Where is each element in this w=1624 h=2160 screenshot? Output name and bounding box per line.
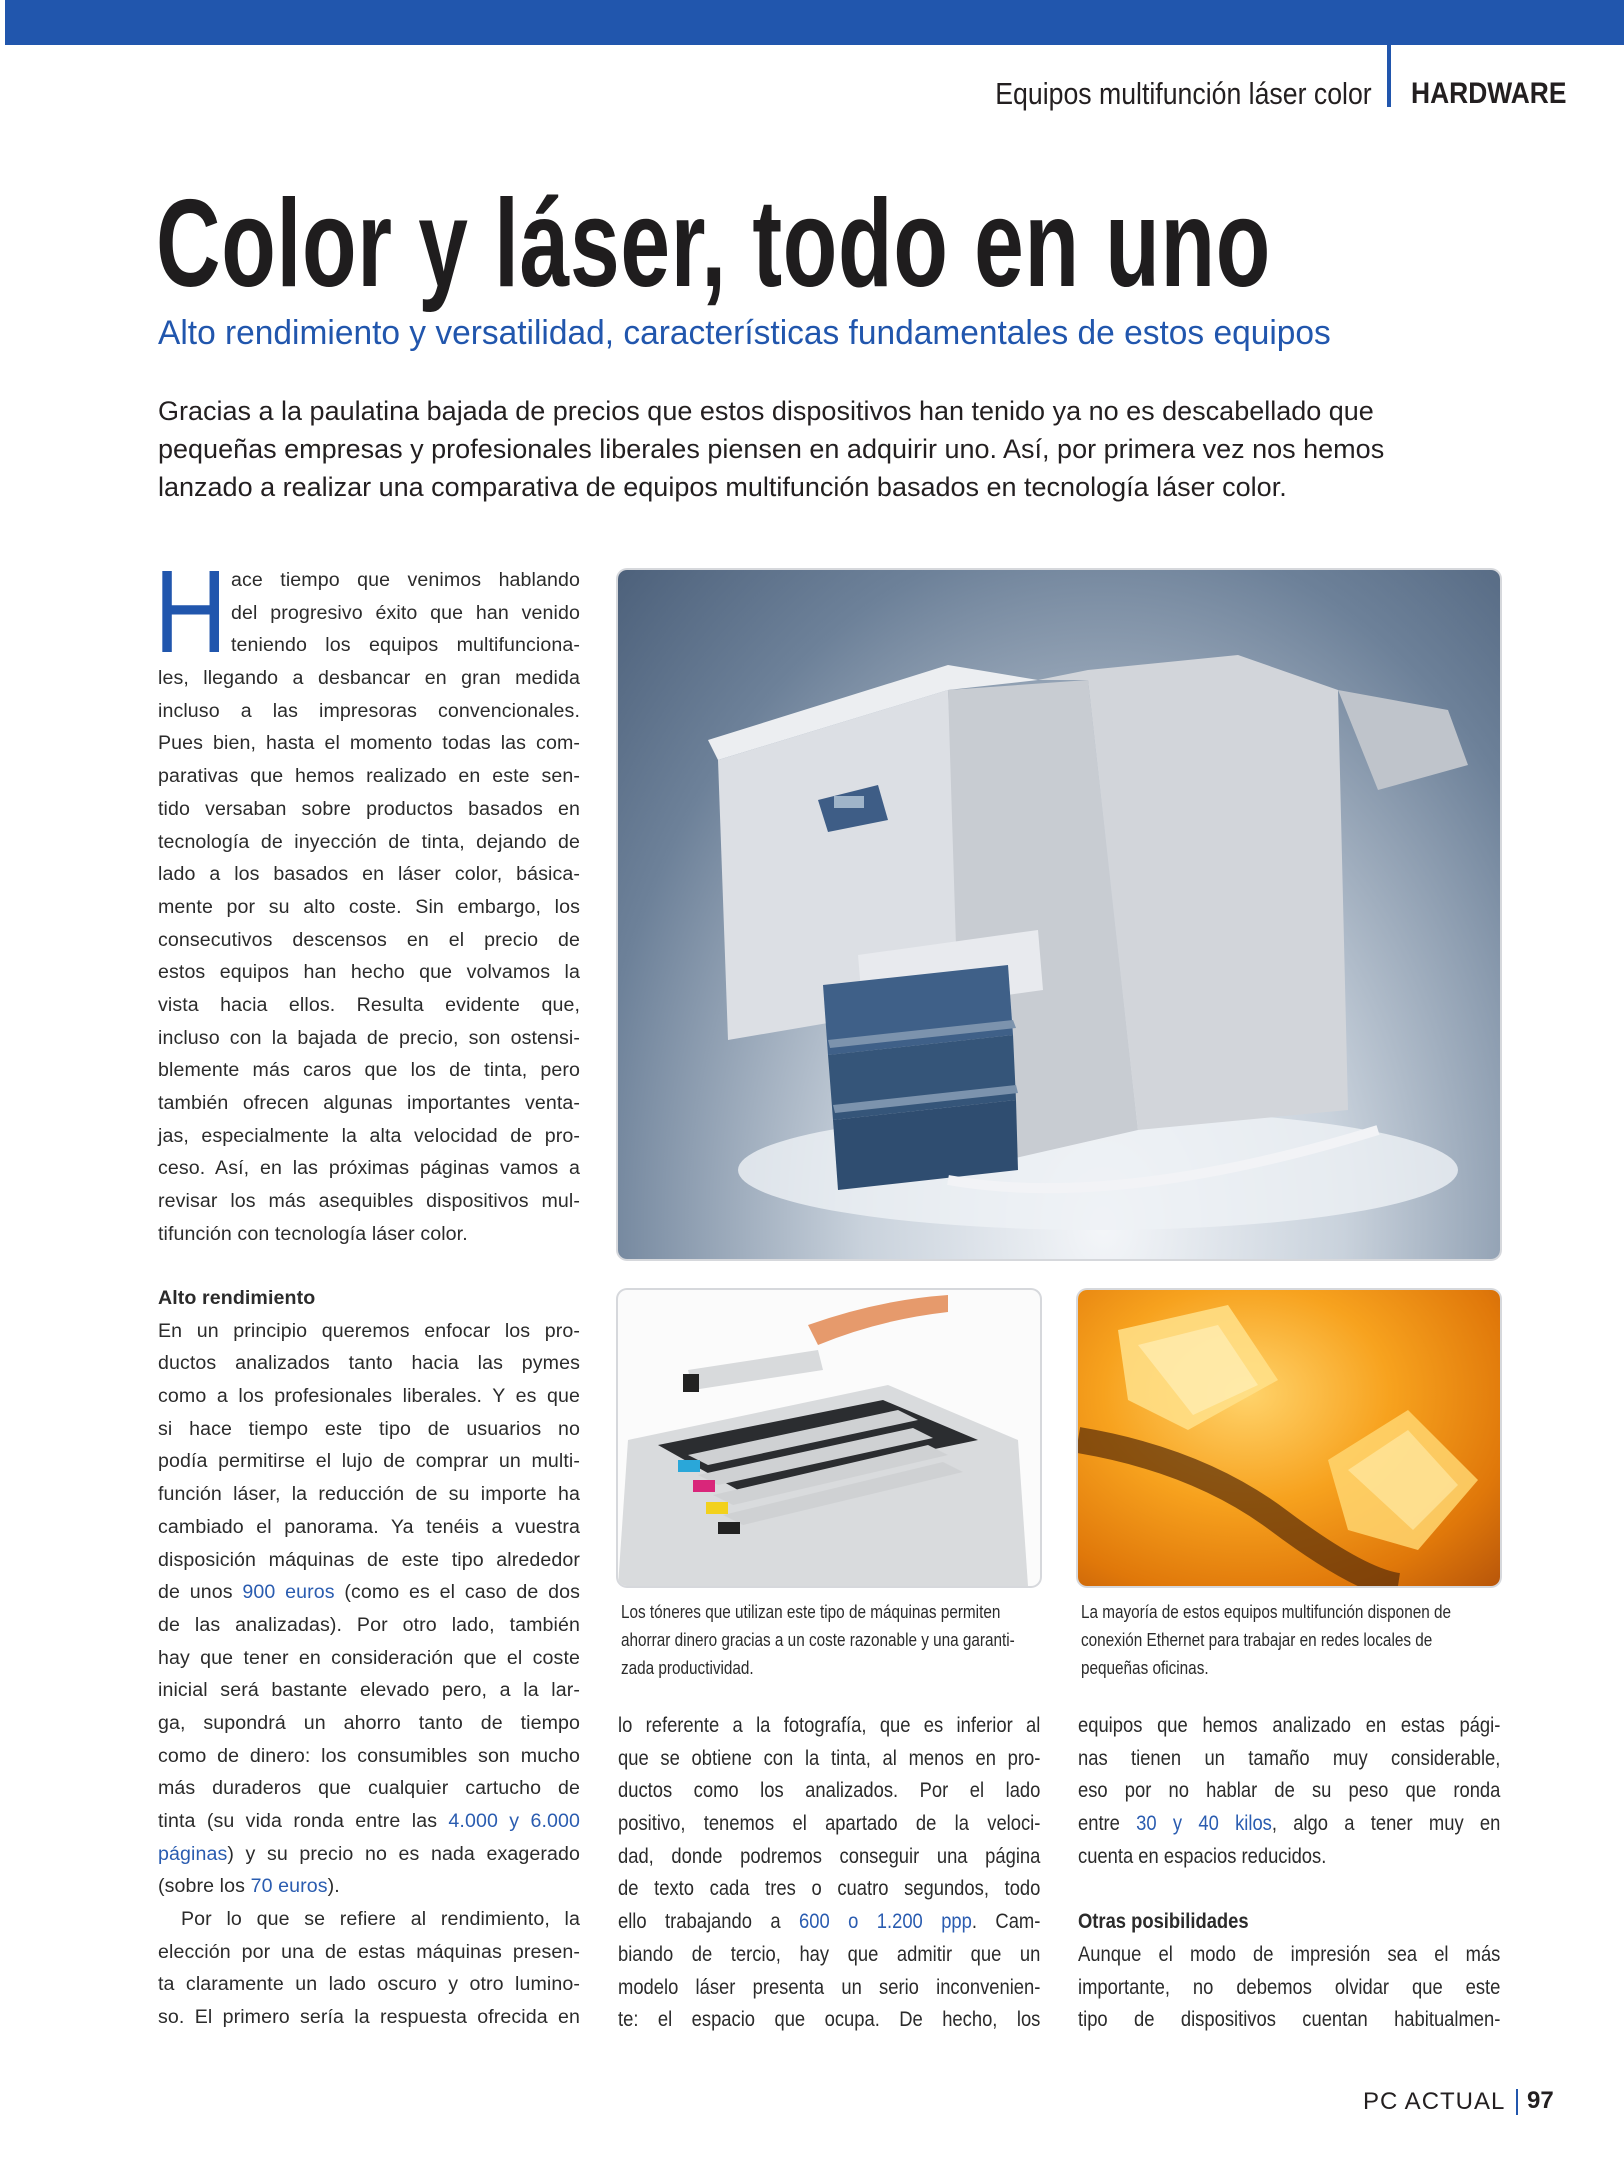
text-line: [158, 1315, 580, 1348]
intro-line: lanzado a realizar una comparativa de equipos multifunción basados en tecnología láser color.: [158, 472, 1287, 502]
highlighted-figure: 4.000 y 6.000: [448, 1810, 580, 1832]
text-segment: cambiado el panorama. Ya tenéis a vuestra: [158, 1515, 580, 1538]
body-column-1-bottom: [158, 1282, 580, 2034]
text-line: [618, 1840, 1040, 1873]
caption-line: La mayoría de estos equipos multifunción disponen de: [1081, 1602, 1451, 1622]
text-line: [618, 1807, 1040, 1840]
text-segment: eso por no hablar de su peso que ronda: [1078, 1778, 1501, 1803]
text-segment: positivo, tenemos el apartado de la veloci-: [618, 1811, 1041, 1836]
text-line: [158, 597, 580, 630]
text-segment: lado a los basados en láser color, básica-: [158, 863, 580, 886]
text-segment: jas, especialmente la alta velocidad de pro-: [158, 1124, 580, 1147]
highlighted-figure: 600 o 1.200 ppp: [799, 1909, 972, 1934]
text-line: [1078, 1840, 1500, 1873]
text-line: [158, 564, 580, 597]
highlighted-figure: páginas: [158, 1842, 228, 1865]
text-segment: ga, supondrá un ahorro tanto de tiempo: [158, 1711, 580, 1734]
text-segment: biando de tercio, hay que admitir que un: [618, 1941, 1041, 1966]
text-segment: ello trabajando a: [618, 1909, 800, 1934]
text-segment: so. El primero sería la respuesta ofrecida en: [158, 2006, 580, 2029]
text-line: [158, 1544, 580, 1577]
text-segment: ).: [327, 1875, 340, 1898]
text-line: [1078, 1872, 1500, 1905]
text-line: [158, 1936, 580, 1969]
text-segment: Por lo que se refiere al rendimiento, la: [181, 1908, 580, 1931]
text-segment: tinta (su vida ronda entre las: [158, 1810, 449, 1832]
toner-illustration: [618, 1290, 1040, 1586]
header-section-label: Equipos multifunción láser color: [995, 76, 1372, 111]
text-line: [1078, 1709, 1500, 1742]
highlighted-figure: 70 euros: [250, 1875, 328, 1898]
text-segment: En un principio queremos enfocar los pro-: [158, 1319, 580, 1342]
text-line: [1078, 1774, 1500, 1807]
text-segment: revisar los más asequibles dispositivos mul-: [158, 1190, 580, 1213]
text-segment: incluso a las impresoras convencionales.: [158, 699, 580, 722]
text-line: [158, 1413, 580, 1446]
text-line: [158, 1707, 580, 1740]
text-segment: tecnología de inyección de tinta, dejando de: [158, 830, 580, 853]
text-line: [158, 1838, 580, 1871]
text-segment: ta claramente un lado oscuro y otro lumino-: [158, 1973, 580, 1996]
text-line: [618, 1872, 1040, 1905]
text-segment: vista hacia ellos. Resulta evidente que,: [158, 993, 580, 1016]
text-line: [158, 826, 580, 859]
text-segment: de las analizadas). Por otro lado, también: [158, 1613, 580, 1636]
text-line: [618, 1774, 1040, 1807]
text-segment: te: el espacio que ocupa. De hecho, los: [618, 2007, 1041, 2032]
text-line: [158, 1903, 580, 1936]
text-line: [158, 1022, 580, 1055]
text-line: [618, 1742, 1040, 1775]
text-line: [1078, 1971, 1500, 2004]
text-line: [618, 1971, 1040, 2004]
text-segment: , algo a tener muy en: [1271, 1811, 1501, 1836]
text-line: [158, 1054, 580, 1087]
text-segment: les, llegando a desbancar en gran medida: [158, 667, 580, 690]
text-line: [158, 1511, 580, 1544]
text-segment: de texto cada tres o cuatro segundos, todo: [618, 1876, 1041, 1901]
text-segment: blemente más caros que los de tinta, pero: [158, 1059, 580, 1082]
text-line: [158, 1087, 580, 1120]
text-segment: importante, no debemos olvidar que este: [1078, 1974, 1501, 1999]
text-line: [158, 1120, 580, 1153]
intro-line: Gracias a la paulatina bajada de precios que estos dispositivos han tenido ya no es descabellado que: [158, 396, 1374, 426]
text-segment: teniendo los equipos multifunciona-: [231, 634, 580, 657]
text-line: [158, 858, 580, 891]
text-segment: como de dinero: los consumibles son mucho: [158, 1744, 580, 1767]
text-line: [158, 1772, 580, 1805]
text-line: [158, 1576, 580, 1609]
text-line: [618, 2003, 1040, 2036]
text-segment: entre: [1078, 1811, 1137, 1836]
highlighted-figure: 900 euros: [242, 1581, 335, 1604]
text-segment: modelo láser presenta un serio inconvenien-: [618, 1974, 1041, 1999]
text-segment: mente por su alto coste. Sin embargo, los: [158, 895, 580, 918]
text-segment: Aunque el modo de impresión sea el más: [1078, 1941, 1501, 1966]
text-line: [1078, 1807, 1500, 1840]
text-line: [1078, 1938, 1500, 1971]
text-line: [158, 989, 580, 1022]
caption-line: ahorrar dinero gracias a un coste razonable y una garanti-: [621, 1630, 1015, 1650]
text-line: [158, 695, 580, 728]
text-line: [158, 760, 580, 793]
body-column-1-top: [158, 564, 580, 1250]
text-segment: como a los profesionales liberales. Y es que: [158, 1385, 580, 1408]
text-segment: inicial será bastante elevado pero, a la lar-: [158, 1679, 580, 1702]
intro-line: pequeñas empresas y profesionales liberales piensen en adquirir uno. Así, por primera vez nos hemos: [158, 434, 1385, 464]
text-line: [618, 1709, 1040, 1742]
text-segment: tido versaban sobre productos basados en: [158, 797, 580, 820]
section-heading: [1078, 1905, 1500, 1938]
text-segment: ace tiempo que venimos hablando: [231, 569, 580, 591]
text-line: [158, 727, 580, 760]
header-divider: [1387, 45, 1391, 107]
text-line: [158, 956, 580, 989]
text-line: [158, 1740, 580, 1773]
text-line: [158, 1642, 580, 1675]
text-segment: elección por una de estas máquinas presen-: [158, 1940, 580, 1963]
text-line: [158, 891, 580, 924]
text-segment: hay que tener en consideración que el coste: [158, 1646, 580, 1669]
text-line: [158, 2001, 580, 2034]
text-segment: cuenta en espacios reducidos.: [1078, 1843, 1327, 1868]
page-number: 97: [1527, 2087, 1554, 2114]
text-line: [158, 629, 580, 662]
text-line: [158, 1609, 580, 1642]
text-segment: dad, donde podremos conseguir una página: [618, 1843, 1041, 1868]
text-segment: ductos como los analizados. Por el lado: [618, 1778, 1041, 1803]
text-line: [618, 1938, 1040, 1971]
text-segment: lo referente a la fotografía, que es inferior al: [618, 1713, 1041, 1737]
body-column-3: [1078, 1709, 1500, 2036]
text-line: [158, 662, 580, 695]
text-line: [158, 1445, 580, 1478]
text-segment: función láser, la reducción de su importe ha: [158, 1483, 580, 1506]
text-segment: parativas que hemos realizado en este sen-: [158, 765, 580, 788]
text-segment: también ofrecen algunas importantes venta-: [158, 1092, 580, 1114]
ethernet-photo: [1078, 1290, 1500, 1586]
header-category: HARDWARE: [1411, 77, 1567, 110]
text-line: [158, 793, 580, 826]
section-heading: [158, 1282, 580, 1315]
text-segment: tifunción con tecnología láser color.: [158, 1222, 468, 1245]
text-line: [618, 1905, 1040, 1938]
text-line: [158, 1674, 580, 1707]
text-line: [1078, 2003, 1500, 2036]
text-segment: de unos: [158, 1581, 243, 1604]
text-segment: del progresivo éxito que han venido: [231, 601, 580, 624]
body-column-2: [618, 1709, 1040, 2036]
text-segment: incluso con la bajada de precio, son ostensi-: [158, 1026, 580, 1049]
article-title: Color y láser, todo en uno: [156, 175, 1272, 313]
printer-photo: [618, 570, 1500, 1259]
text-segment: si hace tiempo este tipo de usuarios no: [158, 1417, 580, 1440]
footer-magazine-name: PC ACTUAL: [1363, 2088, 1506, 2115]
text-segment: . Cam-: [971, 1909, 1041, 1934]
printer-illustration: [618, 570, 1500, 1259]
text-segment: (como es el caso de dos: [334, 1581, 580, 1604]
top-color-bar: [5, 0, 1624, 45]
text-line: [158, 1968, 580, 2001]
text-line: [158, 1347, 580, 1380]
text-segment: consecutivos descensos en el precio de: [158, 928, 580, 951]
drop-cap: H: [154, 546, 228, 678]
text-line: [158, 1870, 580, 1903]
text-line: [158, 1478, 580, 1511]
ethernet-connectors-illustration: [1078, 1290, 1500, 1586]
article-subtitle: Alto rendimiento y versatilidad, características fundamentales de estos equipos: [158, 314, 1331, 352]
article-intro: [158, 392, 1384, 506]
text-segment: ) y su precio no es nada exagerado: [227, 1842, 580, 1865]
highlighted-figure: 30 y 40 kilos: [1136, 1811, 1272, 1836]
caption-line: Los tóneres que utilizan este tipo de máquinas permiten: [621, 1602, 1001, 1622]
footer-divider: [1516, 2089, 1518, 2115]
text-segment: que se obtiene con la tinta, al menos en pro-: [618, 1745, 1041, 1770]
text-segment: disposición máquinas de este tipo alrededor: [158, 1548, 580, 1571]
text-line: [158, 1185, 580, 1218]
text-line: [158, 1152, 580, 1185]
text-segment: estos equipos han hecho que volvamos la: [158, 961, 580, 984]
caption-line: conexión Ethernet para trabajar en redes locales de: [1081, 1630, 1433, 1650]
text-line: [158, 1380, 580, 1413]
text-segment: más duraderos que cualquier cartucho de: [158, 1777, 580, 1800]
text-line: [1078, 1742, 1500, 1775]
caption-line: pequeñas oficinas.: [1081, 1658, 1209, 1678]
text-segment: (sobre los: [158, 1875, 251, 1898]
text-segment: equipos que hemos analizado en estas pági-: [1078, 1713, 1501, 1737]
text-segment: Pues bien, hasta el momento todas las com-: [158, 732, 580, 755]
text-segment: Alto rendimiento: [158, 1287, 316, 1309]
text-segment: podía permitirse el lujo de comprar un multi-: [158, 1450, 580, 1473]
text-line: [158, 1218, 580, 1251]
text-segment: nas tienen un tamaño muy considerable,: [1078, 1745, 1501, 1770]
text-line: [158, 924, 580, 957]
text-segment: Otras posibilidades: [1078, 1909, 1249, 1934]
caption-line: zada productividad.: [621, 1658, 754, 1678]
toner-photo-caption: [621, 1598, 1046, 1682]
text-segment: tipo de dispositivos cuentan habitualmen-: [1078, 2007, 1501, 2032]
text-line: [158, 1805, 580, 1838]
toner-photo: [618, 1290, 1040, 1586]
ethernet-photo-caption: [1081, 1598, 1506, 1682]
text-segment: ductos analizados tanto hacia las pymes: [158, 1352, 580, 1375]
text-segment: ceso. Así, en las próximas páginas vamos a: [158, 1157, 580, 1180]
